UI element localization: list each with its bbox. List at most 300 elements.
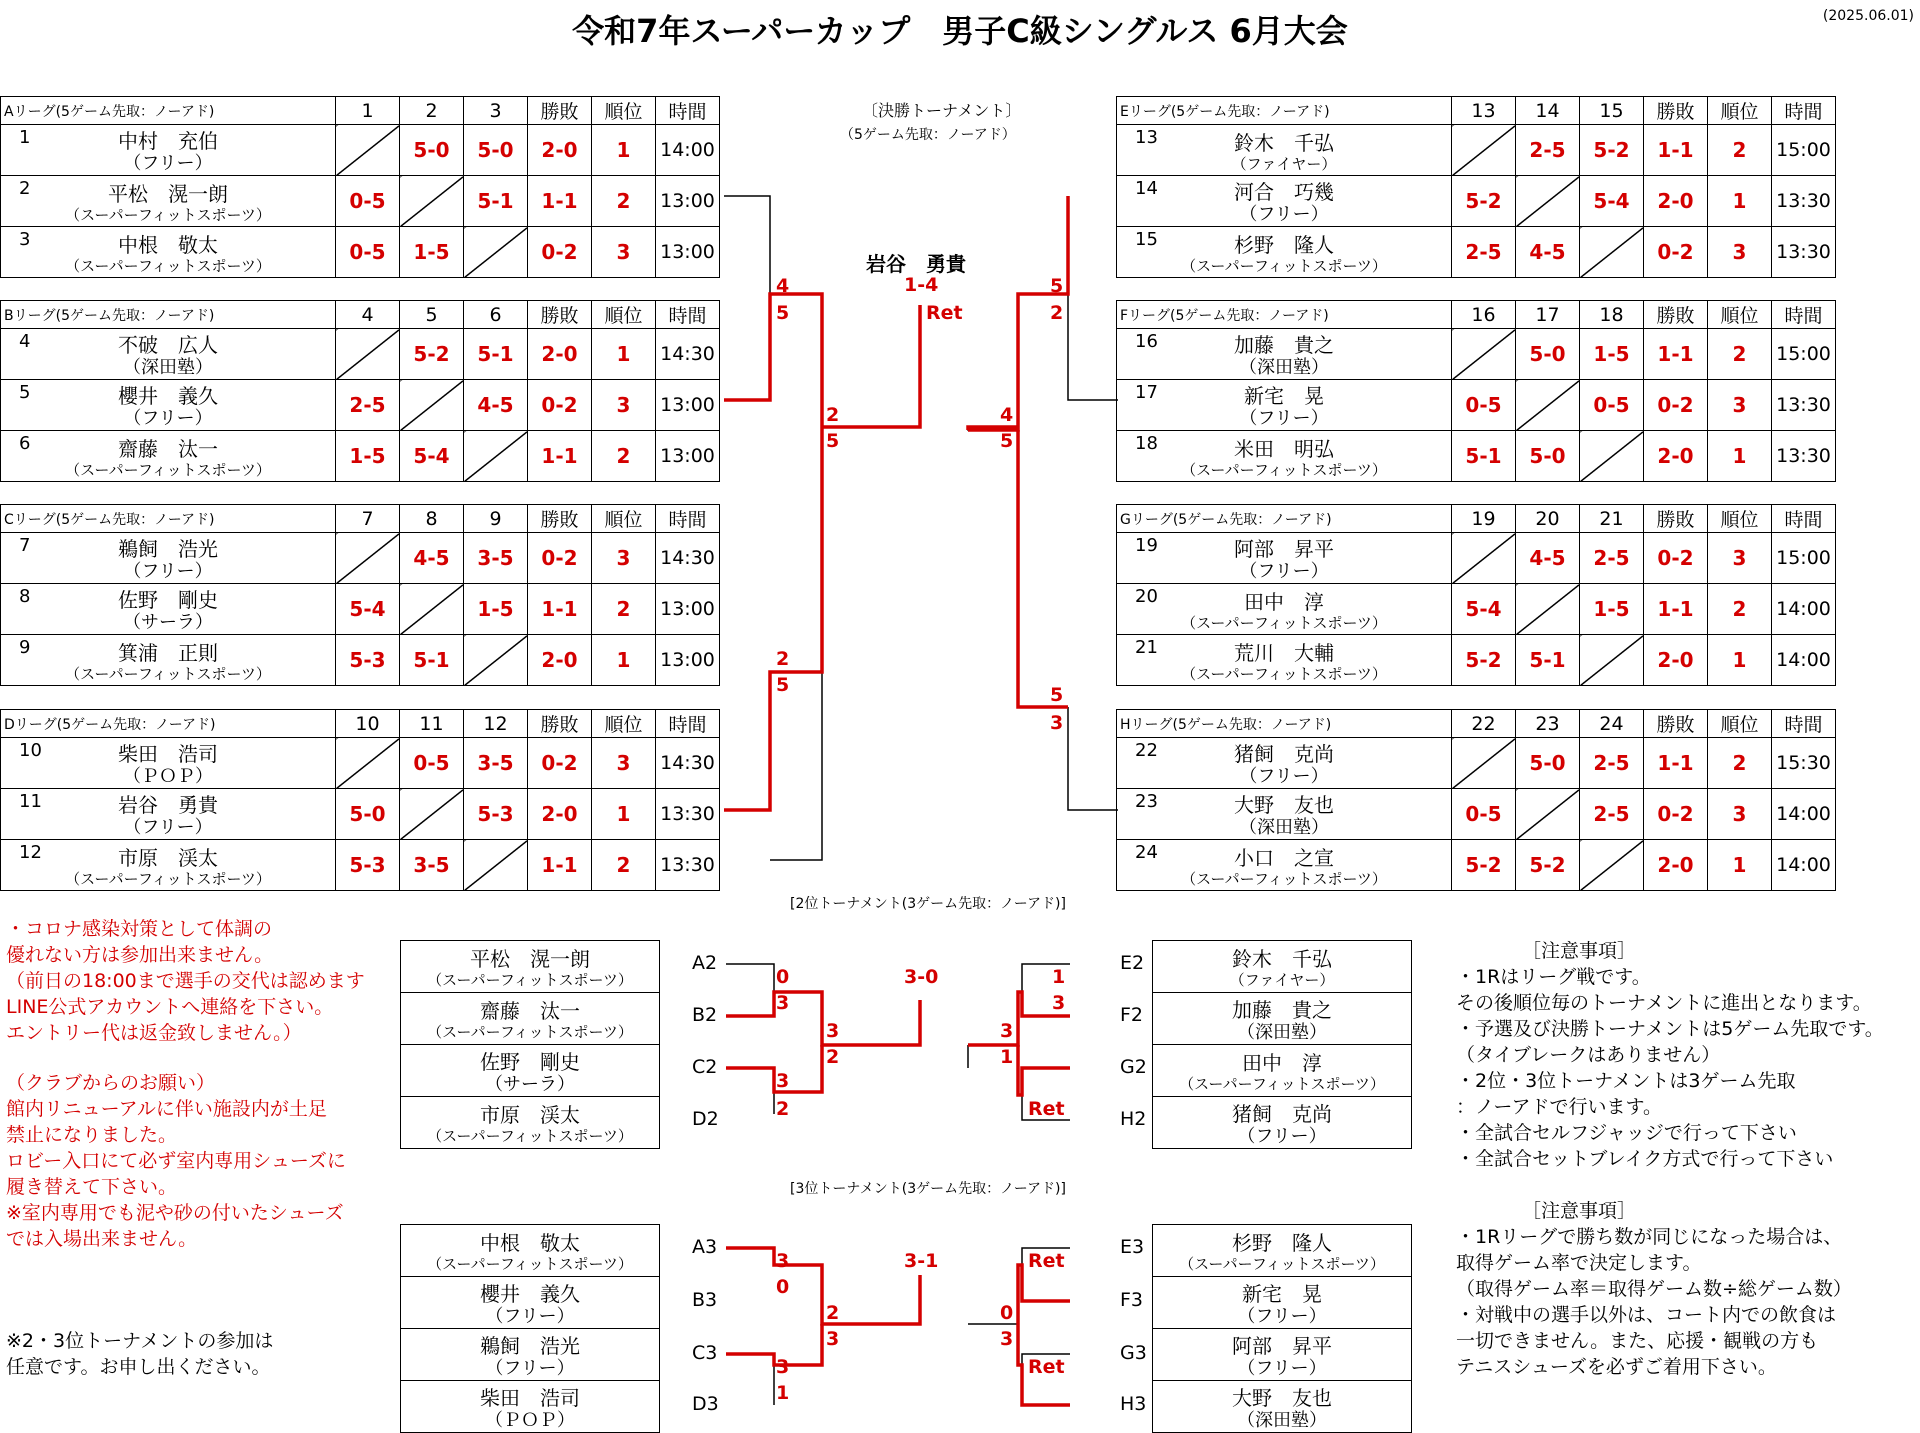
slot-label: C3 (692, 1342, 718, 1364)
score-cell: 5-0 (1516, 431, 1580, 482)
player-name: 箕浦 正則 (118, 640, 218, 665)
final-sub: （5ゲーム先取：ノーアド） (840, 127, 1016, 143)
rank-cell: 1 (1708, 431, 1772, 482)
col-num: 14 (1516, 97, 1580, 125)
col-rank: 順位 (592, 301, 656, 329)
record-cell: 1-1 (1644, 584, 1708, 635)
player-index: 10 (19, 740, 42, 761)
bracket-player-cell (1153, 1329, 1412, 1381)
col-num: 21 (1580, 505, 1644, 533)
league-name: Hリーグ(5ゲーム先取：ノーアド) (1117, 710, 1452, 738)
ss-d: 2 (776, 1098, 790, 1120)
slot-label: A2 (692, 952, 718, 974)
score-cell: 5-1 (1516, 635, 1580, 686)
col-time: 時間 (656, 710, 720, 738)
player-club: （深田塾） (123, 357, 213, 378)
player-club: （スーパーフィットスポーツ） (1179, 1255, 1385, 1273)
rank-cell: 3 (1708, 380, 1772, 431)
time-cell: 13:30 (1772, 380, 1836, 431)
player-index: 9 (19, 637, 31, 658)
time-cell: 14:00 (1772, 635, 1836, 686)
player-name: 杉野 隆人 (1234, 232, 1334, 257)
player-club: （スーパーフィットスポーツ） (1181, 869, 1387, 888)
player-index: 23 (1135, 791, 1158, 812)
league-name: Dリーグ(5ゲーム先取：ノーアド) (1, 710, 336, 738)
rank-cell: 3 (592, 227, 656, 278)
record-cell: 0-2 (1644, 380, 1708, 431)
col-num: 17 (1516, 301, 1580, 329)
note-line: 取得ゲーム率で決定します。 (1456, 1252, 1702, 1274)
player-index: 8 (19, 586, 31, 607)
fs-eg2: 5 (1000, 430, 1014, 452)
player-index: 17 (1135, 382, 1158, 403)
score-cell: 5-0 (464, 125, 528, 176)
col-num: 9 (464, 505, 528, 533)
player-club: （フリー） (1237, 1305, 1327, 1327)
player-club: （ファイヤー） (1231, 154, 1337, 173)
record-cell: 0-2 (528, 380, 592, 431)
score-cell: 4-5 (400, 533, 464, 584)
player-name: 米田 明弘 (1234, 436, 1334, 461)
player-club: （スーパーフィットスポーツ） (65, 256, 271, 275)
ts-c: 3 (776, 1356, 790, 1378)
record-cell: 2-0 (1644, 635, 1708, 686)
fs-g2: 3 (1050, 712, 1064, 734)
fs-e1: 5 (1050, 275, 1064, 297)
score-cell: 0-5 (336, 227, 400, 278)
player-index: 19 (1135, 535, 1158, 556)
slot-label: B3 (692, 1289, 718, 1311)
col-num: 10 (336, 710, 400, 738)
col-time: 時間 (656, 301, 720, 329)
note-line: ・2位・3位トーナメントは3ゲーム先取 (1456, 1070, 1796, 1092)
player-index: 5 (19, 382, 31, 403)
player-club: （スーパーフィットスポーツ） (1181, 664, 1387, 683)
player-index: 20 (1135, 586, 1158, 607)
time-cell: 14:30 (656, 738, 720, 789)
bracket-player-cell (401, 993, 660, 1045)
list-item (1153, 1045, 1412, 1097)
score-cell: 4-5 (464, 380, 528, 431)
fs-ab2: 5 (826, 430, 840, 452)
note-line: ・1Rリーグで勝ち数が同じになった場合は、 (1456, 1226, 1843, 1248)
col-num: 6 (464, 301, 528, 329)
bracket-player-cell (1153, 1045, 1412, 1097)
player-index: 14 (1135, 178, 1158, 199)
score-cell: 5-0 (1516, 738, 1580, 789)
player-name: 荒川 大輔 (1234, 640, 1334, 665)
third-left-table (400, 1224, 660, 1433)
record-cell: 2-0 (528, 125, 592, 176)
note-line: エントリー代は返金致しません。） (6, 1022, 302, 1044)
ss-h: Ret (1028, 1098, 1065, 1120)
score-cell: 5-2 (1516, 840, 1580, 891)
score-cell: 5-2 (1452, 635, 1516, 686)
player-club: （フリー） (1239, 408, 1329, 429)
note-line: 履き替えて下さい。 (6, 1176, 178, 1198)
rank-cell: 2 (592, 840, 656, 891)
ss-ef2: 1 (1000, 1046, 1014, 1068)
player-name: 平松 滉一朗 (470, 947, 590, 971)
score-cell: 2-5 (1516, 125, 1580, 176)
note-line: LINE公式アカウントへ連絡を下さい。 (6, 996, 334, 1018)
score-cell: 0-5 (336, 176, 400, 227)
ss-a: 0 (776, 966, 790, 988)
player-name: 田中 淳 (1242, 1051, 1322, 1075)
fs-e2: 2 (1050, 302, 1064, 324)
final-label: 〔決勝トーナメント〕 (862, 101, 1022, 120)
ss-f: 3 (1052, 992, 1066, 1014)
col-rank: 順位 (1708, 97, 1772, 125)
time-cell: 14:00 (1772, 789, 1836, 840)
player-name: 岩谷 勇貴 (118, 793, 218, 817)
player-name: 加藤 貴之 (1234, 333, 1334, 357)
col-time: 時間 (656, 505, 720, 533)
player-name: 鵜飼 浩光 (118, 537, 218, 561)
player-index: 7 (19, 535, 31, 556)
player-name: 市原 渓太 (480, 1103, 580, 1127)
time-cell: 15:00 (1772, 125, 1836, 176)
player-index: 11 (19, 791, 42, 812)
player-club: （フリー） (123, 153, 213, 174)
note-line: ・対戦中の選手以外は、コート内での飲食は (1456, 1304, 1837, 1326)
rank-cell: 3 (1708, 227, 1772, 278)
ss-e: 1 (1052, 966, 1066, 988)
bracket-player-cell (401, 941, 660, 993)
champion-name: 岩谷 勇貴 (866, 252, 966, 276)
note-line: 優れない方は参加出来ません。 (6, 944, 274, 966)
score-cell: 5-0 (400, 125, 464, 176)
league-name: Fリーグ(5ゲーム先取：ノーアド) (1117, 301, 1452, 329)
note-line: では入場出来ません。 (6, 1228, 198, 1250)
fs-eg1: 4 (1000, 404, 1014, 426)
score-cell: 4-5 (1516, 227, 1580, 278)
slot-label: F2 (1120, 1004, 1144, 1026)
list-item (401, 1045, 660, 1097)
ts-a: 3 (776, 1250, 790, 1272)
list-item (1153, 941, 1412, 993)
rank-cell: 2 (592, 431, 656, 482)
fs-c1: 2 (776, 648, 790, 670)
col-num: 16 (1452, 301, 1516, 329)
slot-label: G2 (1120, 1056, 1147, 1078)
player-name: 齋藤 汰一 (480, 999, 580, 1023)
score-cell: 2-5 (336, 380, 400, 431)
list-item (1153, 1097, 1412, 1149)
bracket-player-cell (401, 1097, 660, 1149)
time-cell: 14:30 (656, 533, 720, 584)
bracket-player-cell (1153, 1381, 1412, 1433)
second-label: [2位トーナメント(3ゲーム先取：ノーアド)] (790, 896, 1066, 912)
slot-label: E2 (1120, 952, 1145, 974)
list-item (401, 1225, 660, 1277)
player-club: （フリー） (1237, 1125, 1327, 1147)
rank-cell: 2 (1708, 584, 1772, 635)
player-name: 阿部 昇平 (1232, 1333, 1332, 1358)
player-name: 猪飼 克尚 (1232, 1101, 1332, 1126)
score-cell: 1-5 (400, 227, 464, 278)
score-cell: 5-2 (1580, 125, 1644, 176)
score-cell: 3-5 (400, 840, 464, 891)
record-cell: 2-0 (1644, 840, 1708, 891)
league-name: Cリーグ(5ゲーム先取：ノーアド) (1, 505, 336, 533)
slot-label: G3 (1120, 1342, 1147, 1364)
slot-label: H2 (1120, 1108, 1147, 1130)
score-cell: 1-5 (336, 431, 400, 482)
date-label: (2025.06.01) (1822, 8, 1914, 24)
note-line: ・予選及び決勝トーナメントは5ゲーム先取です。 (1456, 1018, 1884, 1040)
score-cell: 1-5 (464, 584, 528, 635)
record-cell: 2-0 (1644, 431, 1708, 482)
player-name: 杉野 隆人 (1232, 1231, 1332, 1255)
col-num: 7 (336, 505, 400, 533)
slot-label: D2 (692, 1108, 719, 1130)
note-line: （タイブレークはありません） (1456, 1044, 1721, 1066)
score-cell: 5-4 (1452, 584, 1516, 635)
record-cell: 0-2 (1644, 789, 1708, 840)
col-time: 時間 (1772, 301, 1836, 329)
rank-cell: 1 (1708, 176, 1772, 227)
col-record: 勝敗 (528, 97, 592, 125)
list-item (1153, 993, 1412, 1045)
note-line: （クラブからのお願い） (6, 1072, 216, 1094)
notes-heading: ［注意事項］ (1522, 940, 1637, 962)
score-cell: 2-5 (1580, 789, 1644, 840)
score-cell: 3-5 (464, 738, 528, 789)
player-name: 佐野 剛史 (118, 588, 218, 612)
score-cell: 0-5 (1452, 380, 1516, 431)
col-num: 1 (336, 97, 400, 125)
fs-a2: 5 (776, 302, 790, 324)
time-cell: 15:30 (1772, 738, 1836, 789)
player-index: 16 (1135, 331, 1158, 352)
notes-covid (6, 916, 365, 1046)
bracket-player-cell (401, 1329, 660, 1381)
player-club: （フリー） (485, 1305, 575, 1327)
bracket-player-cell (1153, 1097, 1412, 1149)
record-cell: 0-2 (528, 227, 592, 278)
time-cell: 13:30 (656, 789, 720, 840)
record-cell: 1-1 (528, 176, 592, 227)
rank-cell: 2 (1708, 125, 1772, 176)
score-cell: 5-0 (336, 789, 400, 840)
slot-label: H3 (1120, 1393, 1147, 1415)
player-name: 中根 敬太 (118, 232, 218, 257)
player-name: 中村 充伯 (118, 129, 218, 153)
rank-cell: 1 (592, 329, 656, 380)
list-item (401, 1277, 660, 1329)
col-record: 勝敗 (1644, 97, 1708, 125)
ts-g: Ret (1028, 1356, 1065, 1378)
third-right-table (1152, 1224, 1412, 1433)
player-index: 2 (19, 178, 31, 199)
player-name: 加藤 貴之 (1232, 997, 1332, 1022)
rank-cell: 1 (592, 125, 656, 176)
score-cell: 0-5 (1452, 789, 1516, 840)
fs-a1: 4 (776, 275, 790, 297)
time-cell: 14:00 (1772, 584, 1836, 635)
player-club: （フリー） (1239, 766, 1329, 787)
player-club: （深田塾） (1239, 817, 1329, 838)
fs-g1: 5 (1050, 684, 1064, 706)
player-name: 新宅 晃 (1242, 1281, 1322, 1306)
player-club: （フリー） (123, 408, 213, 429)
col-record: 勝敗 (528, 710, 592, 738)
rank-cell: 3 (1708, 789, 1772, 840)
player-index: 18 (1135, 433, 1158, 454)
col-num: 18 (1580, 301, 1644, 329)
note-line: ・コロナ感染対策として体調の (6, 918, 273, 940)
record-cell: 2-0 (528, 329, 592, 380)
player-club: （深田塾） (1237, 1409, 1327, 1431)
final-ret: Ret (926, 302, 963, 324)
col-num: 12 (464, 710, 528, 738)
player-club: （スーパーフィットスポーツ） (427, 1255, 633, 1273)
player-index: 3 (19, 229, 31, 250)
col-num: 3 (464, 97, 528, 125)
note-line: （前日の18:00まで選手の交代は認めます (6, 970, 365, 992)
player-club: （フリー） (123, 561, 213, 582)
second-left-table (400, 940, 660, 1149)
col-rank: 順位 (592, 505, 656, 533)
score-cell: 5-1 (1452, 431, 1516, 482)
player-club: （スーパーフィットスポーツ） (65, 869, 271, 888)
score-cell: 5-4 (400, 431, 464, 482)
ts-ab1: 2 (826, 1302, 840, 1324)
player-name: 鈴木 千弘 (1234, 130, 1334, 155)
time-cell: 13:30 (1772, 431, 1836, 482)
player-index: 24 (1135, 842, 1158, 863)
player-name: 新宅 晃 (1244, 384, 1324, 408)
col-time: 時間 (1772, 505, 1836, 533)
notes-club (6, 1070, 346, 1252)
ss-c: 3 (776, 1070, 790, 1092)
time-cell: 13:00 (656, 635, 720, 686)
record-cell: 1-1 (1644, 329, 1708, 380)
player-index: 15 (1135, 229, 1158, 250)
record-cell: 1-1 (528, 584, 592, 635)
note-line: ロビー入口にて必ず室内専用シューズに (6, 1150, 346, 1172)
note-line: テニスシューズを必ずご着用下さい。 (1456, 1356, 1777, 1378)
list-item (1153, 1381, 1412, 1433)
player-club: （スーパーフィットスポーツ） (427, 971, 633, 989)
col-rank: 順位 (1708, 710, 1772, 738)
score-cell: 5-2 (1452, 840, 1516, 891)
col-rank: 順位 (592, 710, 656, 738)
col-num: 8 (400, 505, 464, 533)
col-num: 24 (1580, 710, 1644, 738)
col-num: 15 (1580, 97, 1644, 125)
player-name: 河合 巧幾 (1234, 180, 1334, 204)
player-name: 猪飼 克尚 (1234, 742, 1334, 766)
time-cell: 13:30 (1772, 227, 1836, 278)
player-club: （深田塾） (1239, 357, 1329, 378)
third-label: [3位トーナメント(3ゲーム先取：ノーアド)] (790, 1181, 1066, 1197)
third-final-score: 3-1 (904, 1250, 939, 1272)
page-title: 令和7年スーパーカップ 男子C級シングルス 6月大会 (572, 12, 1348, 50)
bracket-player-cell (401, 1277, 660, 1329)
time-cell: 13:00 (656, 380, 720, 431)
player-club: （スーパーフィットスポーツ） (1181, 256, 1387, 275)
rank-cell: 3 (592, 738, 656, 789)
score-cell: 5-4 (1580, 176, 1644, 227)
col-num: 11 (400, 710, 464, 738)
player-name: 櫻井 義久 (118, 384, 218, 408)
score-cell: 2-5 (1452, 227, 1516, 278)
ts-b: 0 (776, 1276, 790, 1298)
time-cell: 14:00 (1772, 840, 1836, 891)
col-record: 勝敗 (528, 505, 592, 533)
ts-ef1: 0 (1000, 1302, 1014, 1324)
player-club: （フリー） (485, 1357, 575, 1379)
player-name: 小口 之宣 (1234, 845, 1334, 870)
col-num: 20 (1516, 505, 1580, 533)
bracket-player-cell (1153, 1225, 1412, 1277)
player-name: 鵜飼 浩光 (480, 1333, 580, 1358)
slot-label: E3 (1120, 1236, 1145, 1258)
player-name: 大野 友也 (1232, 1385, 1332, 1410)
player-club: （深田塾） (1237, 1021, 1327, 1043)
time-cell: 13:30 (1772, 176, 1836, 227)
player-club: （スーパーフィットスポーツ） (65, 664, 271, 683)
rank-cell: 3 (1708, 533, 1772, 584)
note-line: ：ノーアドで行います。 (1456, 1096, 1662, 1118)
player-club: （ファイヤー） (1229, 971, 1335, 989)
score-cell: 5-1 (464, 176, 528, 227)
rank-cell: 1 (1708, 840, 1772, 891)
rank-cell: 3 (592, 380, 656, 431)
league-name: Gリーグ(5ゲーム先取：ノーアド) (1117, 505, 1452, 533)
col-record: 勝敗 (1644, 505, 1708, 533)
score-cell: 0-5 (400, 738, 464, 789)
col-num: 22 (1452, 710, 1516, 738)
player-name: 中根 敬太 (480, 1231, 580, 1255)
score-cell: 5-2 (400, 329, 464, 380)
note-line: 禁止になりました。 (6, 1124, 178, 1146)
time-cell: 15:00 (1772, 533, 1836, 584)
list-item (1153, 1225, 1412, 1277)
bracket-player-cell (1153, 941, 1412, 993)
list-item (401, 941, 660, 993)
time-cell: 13:00 (656, 431, 720, 482)
player-name: 田中 淳 (1244, 589, 1324, 614)
score-cell: 5-3 (336, 840, 400, 891)
slot-label: D3 (692, 1393, 719, 1415)
note-line: 館内リニューアルに伴い施設内が土足 (6, 1098, 327, 1120)
note-line: 一切できません。また、応援・観戦の方も (1456, 1330, 1819, 1352)
record-cell: 0-2 (1644, 227, 1708, 278)
player-name: 柴田 浩司 (118, 742, 218, 766)
player-club: （スーパーフィットスポーツ） (1181, 460, 1387, 479)
ss-ab1: 3 (826, 1020, 840, 1042)
time-cell: 15:00 (1772, 329, 1836, 380)
score-cell: 5-4 (336, 584, 400, 635)
slot-label: C2 (692, 1056, 718, 1078)
note-line: ※2・3位トーナメントの参加は (6, 1330, 274, 1352)
player-index: 4 (19, 331, 31, 352)
player-club: （フリー） (1239, 561, 1329, 582)
player-club: （フリー） (123, 817, 213, 838)
player-club: （スーパーフィットスポーツ） (427, 1023, 633, 1041)
player-index: 13 (1135, 127, 1158, 148)
player-name: 櫻井 義久 (480, 1281, 580, 1306)
record-cell: 2-0 (528, 635, 592, 686)
ss-ef1: 3 (1000, 1020, 1014, 1042)
player-name: 不破 広人 (118, 333, 218, 357)
record-cell: 2-0 (528, 789, 592, 840)
notes-right-2 (1456, 1198, 1852, 1380)
ts-ef2: 3 (1000, 1328, 1014, 1350)
